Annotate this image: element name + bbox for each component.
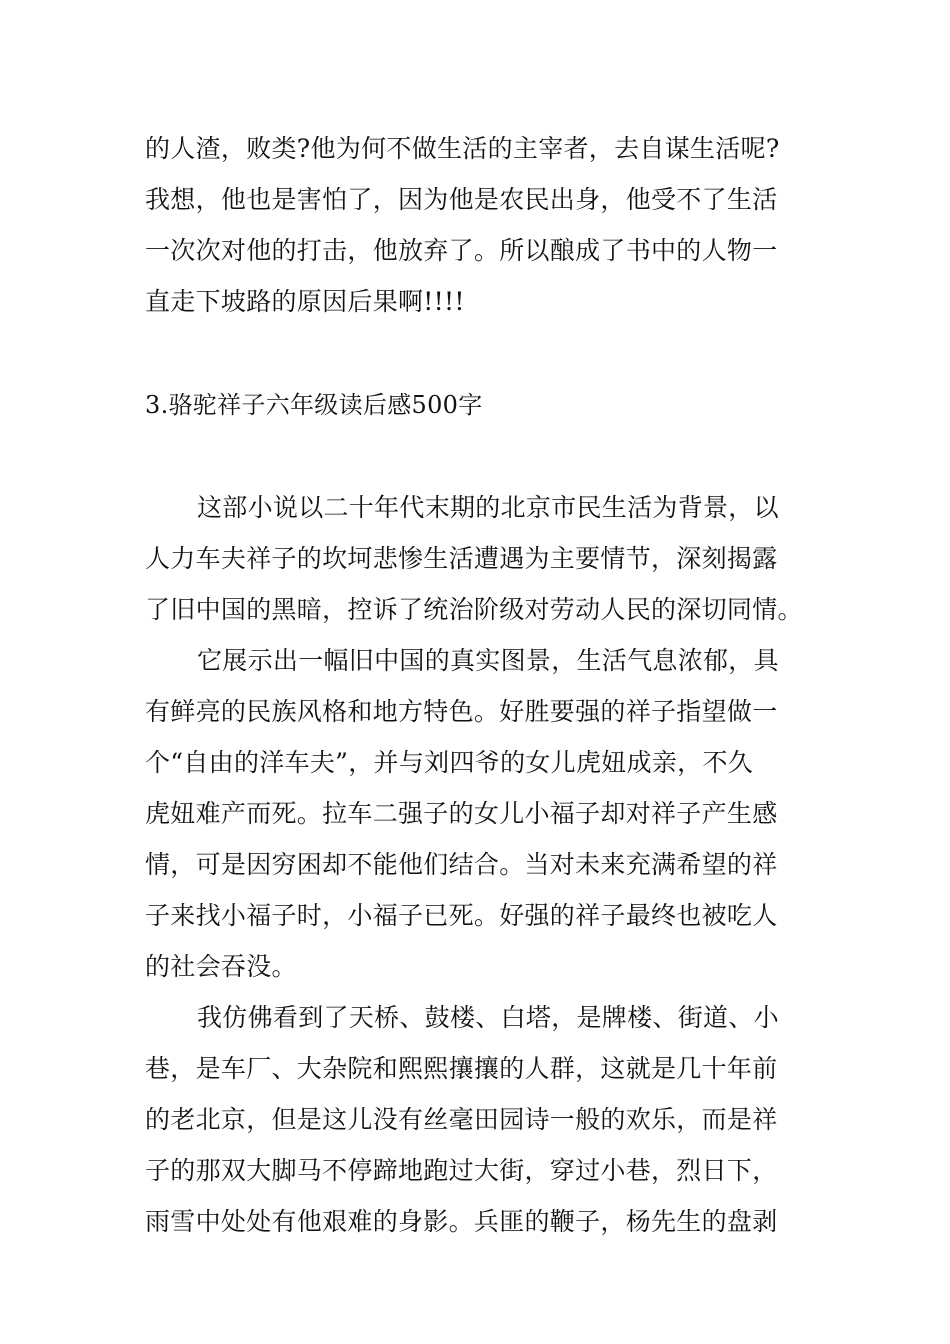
text-line: 巷，是车厂、大杂院和熙熙攘攘的人群，这就是几十年前 <box>145 1054 778 1083</box>
text-line: 直走下坡路的原因后果啊!!!! <box>145 287 465 316</box>
essay-body <box>145 482 810 1247</box>
text-line: 子来找小福子时，小福子已死。好强的祥子最终也被吃人 <box>145 901 778 930</box>
section-heading <box>145 380 810 431</box>
text-line: 虎妞难产而死。拉车二强子的女儿小福子却对祥子产生感 <box>145 799 778 828</box>
text-line: 我想，他也是害怕了，因为他是农民出身，他受不了生活 <box>145 185 778 214</box>
text-line: 子的那双大脚马不停蹄地跑过大街，穿过小巷，烈日下， <box>145 1156 778 1185</box>
text-line: 一次次对他的打击，他放弃了。所以酿成了书中的人物一 <box>145 236 778 265</box>
text-line: 的人渣，败类?他为何不做生活的主宰者，去自谋生活呢? <box>145 134 780 163</box>
text-line: 它展示出一幅旧中国的真实图景，生活气息浓郁，具 <box>197 646 779 675</box>
text-line: 了旧中国的黑暗，控诉了统治阶级对劳动人民的深切同情。 <box>145 595 803 624</box>
text-line: 的老北京，但是这儿没有丝毫田园诗一般的欢乐，而是祥 <box>145 1105 778 1134</box>
text-line: 个“自由的洋车夫”，并与刘四爷的女儿虎妞成亲，不久 <box>145 748 754 777</box>
text-line: 人力车夫祥子的坎坷悲惨生活遭遇为主要情节，深刻揭露 <box>145 544 778 573</box>
continuation-paragraph <box>145 123 810 327</box>
text-line: 我仿佛看到了天桥、鼓楼、白塔，是牌楼、街道、小 <box>197 1003 779 1032</box>
text-line: 这部小说以二十年代末期的北京市民生活为背景，以 <box>197 493 779 522</box>
text-line: 雨雪中处处有他艰难的身影。兵匪的鞭子，杨先生的盘剥 <box>145 1207 778 1236</box>
section-heading-text: 3.骆驼祥子六年级读后感500字 <box>145 391 483 419</box>
text-line: 有鲜亮的民族风格和地方特色。好胜要强的祥子指望做一 <box>145 697 778 726</box>
text-line: 情，可是因穷困却不能他们结合。当对未来充满希望的祥 <box>145 850 778 879</box>
text-line: 的社会吞没。 <box>145 952 297 981</box>
